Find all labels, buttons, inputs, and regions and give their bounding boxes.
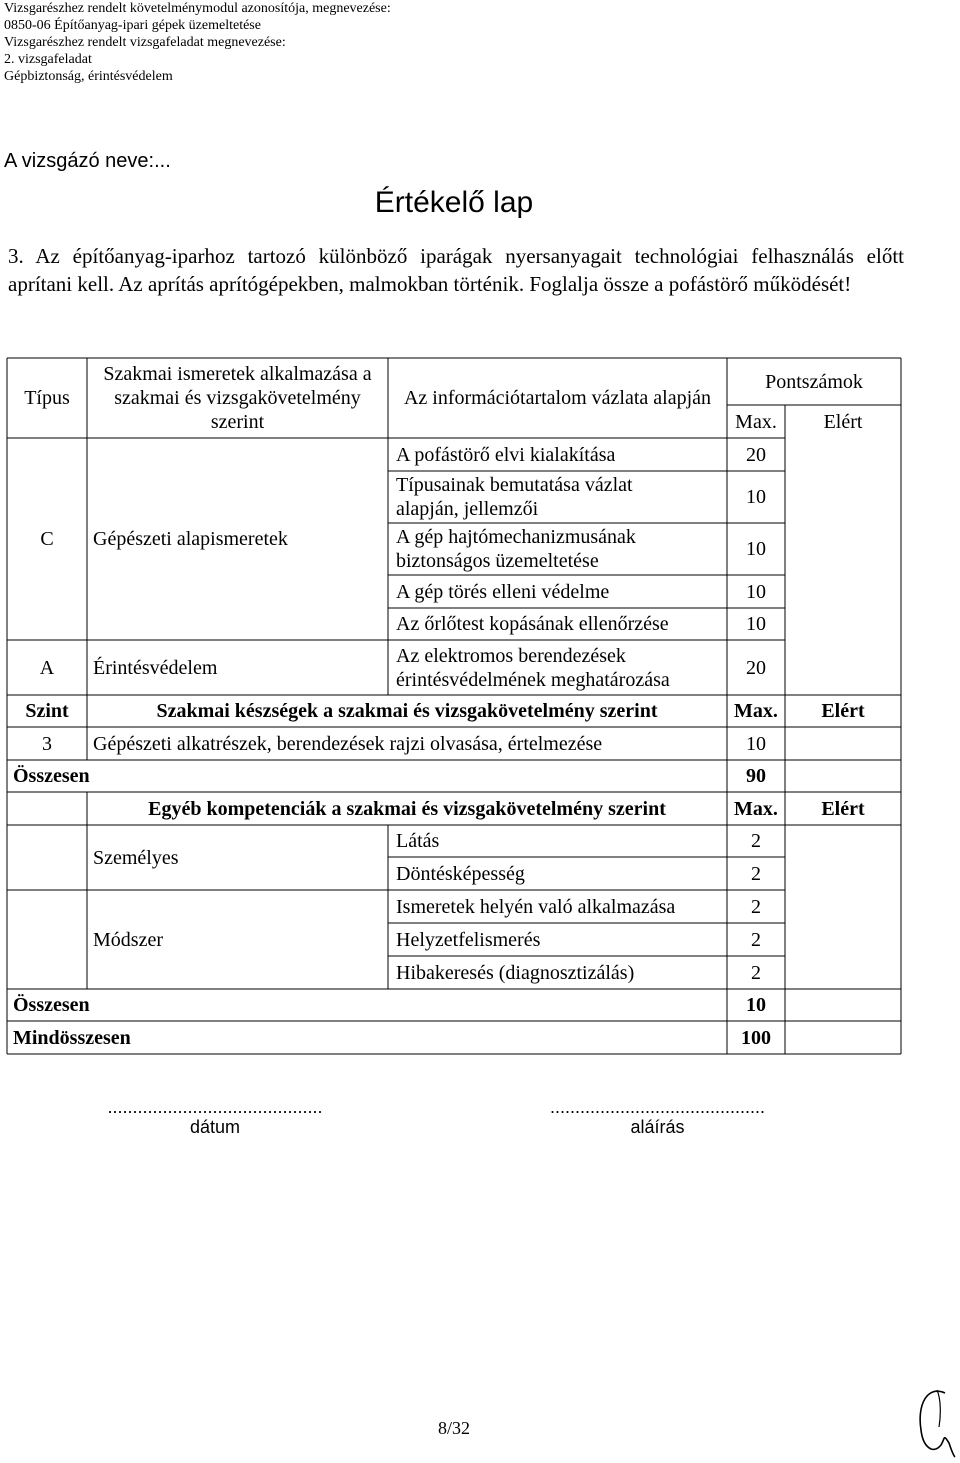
competency-max: 2 [751, 830, 761, 852]
date-dots: ........................................... [107, 1097, 323, 1117]
competency-max: 2 [751, 862, 761, 885]
competency-label: Ismeretek helyén való alkalmazása [396, 895, 676, 918]
header-task-number: 2. vizsgafeladat [4, 52, 92, 67]
subtotal-value: 90 [746, 765, 766, 787]
header-tipus: Típus [24, 387, 70, 409]
topic-erintesvedelem: Érintésvédelem [93, 656, 218, 679]
page-number: 8/32 [437, 1418, 470, 1438]
skills-max: Max. [734, 700, 778, 722]
row-label: A gép törés elleni védelme [396, 580, 610, 603]
examinee-name-line: A vizsgázó neve:... [4, 150, 171, 172]
signature-dots: ........................................... [549, 1097, 766, 1117]
row-max: 20 [746, 443, 766, 466]
header-max: Max. [735, 410, 777, 433]
row-label: Az őrlőtest kopásának ellenőrzése [396, 613, 669, 635]
row-max: 10 [746, 486, 766, 508]
other-elert: Elért [821, 797, 865, 820]
competency-label: Döntésképesség [396, 862, 525, 885]
header-pontszamok: Pontszámok [765, 370, 863, 393]
other-max: Max. [734, 797, 778, 820]
row-label: A pofástörő elvi kialakítása [396, 443, 616, 466]
type-c: C [40, 528, 54, 550]
subtotal-label: Összesen [13, 765, 90, 787]
grand-total-label: Mindösszesen [13, 1026, 131, 1049]
header-module-name: 0850-06 Építőanyag-ipari gépek üzemeltetése [4, 18, 261, 33]
handwritten-initial [915, 1385, 957, 1460]
task-description: 3. Az építőanyag-iparhoz tartozó különböző iparágak nyersanyagait technológiai felhasználás előtt aprítani kell. Az aprítás aprítógépekben, malmokban történik. Foglalja össze a pofástörő működését! [8, 244, 904, 296]
competency-max: 2 [751, 895, 761, 918]
other-heading: Egyéb kompetenciák a szakmai és vizsgakövetelmény szerint [148, 797, 666, 820]
skills-label: Gépészeti alkatrészek, berendezések rajzi olvasása, értelmezése [93, 732, 603, 755]
row-label: Típusainak bemutatása vázlat alapján, jellemzői [396, 474, 633, 520]
date-label: dátum [189, 1117, 241, 1137]
competency-max: 2 [751, 928, 761, 951]
header-szakmai-ismeretek: Szakmai ismeretek alkalmazása a szakmai és vizsgakövetelmény szerint [103, 363, 372, 433]
header-elert: Elért [823, 410, 863, 433]
subtotal-value: 10 [746, 994, 766, 1016]
competency-label: Látás [396, 830, 440, 852]
subtotal-label: Összesen [13, 994, 90, 1016]
page-title: Értékelő lap [374, 186, 534, 219]
row-max: 10 [746, 580, 766, 603]
header-task-name: Gépbiztonság, érintésvédelem [4, 69, 173, 84]
skills-value: 10 [746, 732, 766, 755]
row-max: 10 [746, 538, 766, 560]
skills-szint: Szint [25, 700, 69, 722]
header-module-label: Vizsgarészhez rendelt követelménymodul azonosítója, megnevezése: [4, 1, 391, 16]
competency-max: 2 [751, 961, 761, 984]
header-task-label: Vizsgarészhez rendelt vizsgafeladat megnevezése: [4, 35, 286, 50]
header-info-vazlat: Az információtartalom vázlata alapján [403, 387, 712, 409]
group-szemelyes: Személyes [93, 846, 179, 869]
signature-label: aláírás [630, 1117, 685, 1137]
topic-gepeszeti: Gépészeti alapismeretek [93, 528, 288, 550]
competency-label: Helyzetfelismerés [396, 928, 541, 951]
row-label: A gép hajtómechanizmusának biztonságos üzemeltetése [396, 526, 636, 572]
skills-level: 3 [42, 732, 52, 755]
competency-label: Hibakeresés (diagnosztizálás) [396, 961, 635, 984]
grand-total-value: 100 [741, 1026, 771, 1049]
skills-elert: Elért [821, 700, 865, 722]
skills-heading: Szakmai készségek a szakmai és vizsgakövetelmény szerint [156, 700, 658, 722]
type-a: A [39, 656, 55, 679]
row-max: 20 [746, 656, 766, 679]
row-label: Az elektromos berendezések érintésvédelmének meghatározása [396, 644, 670, 691]
group-modszer: Módszer [93, 928, 163, 951]
row-max: 10 [746, 613, 766, 635]
